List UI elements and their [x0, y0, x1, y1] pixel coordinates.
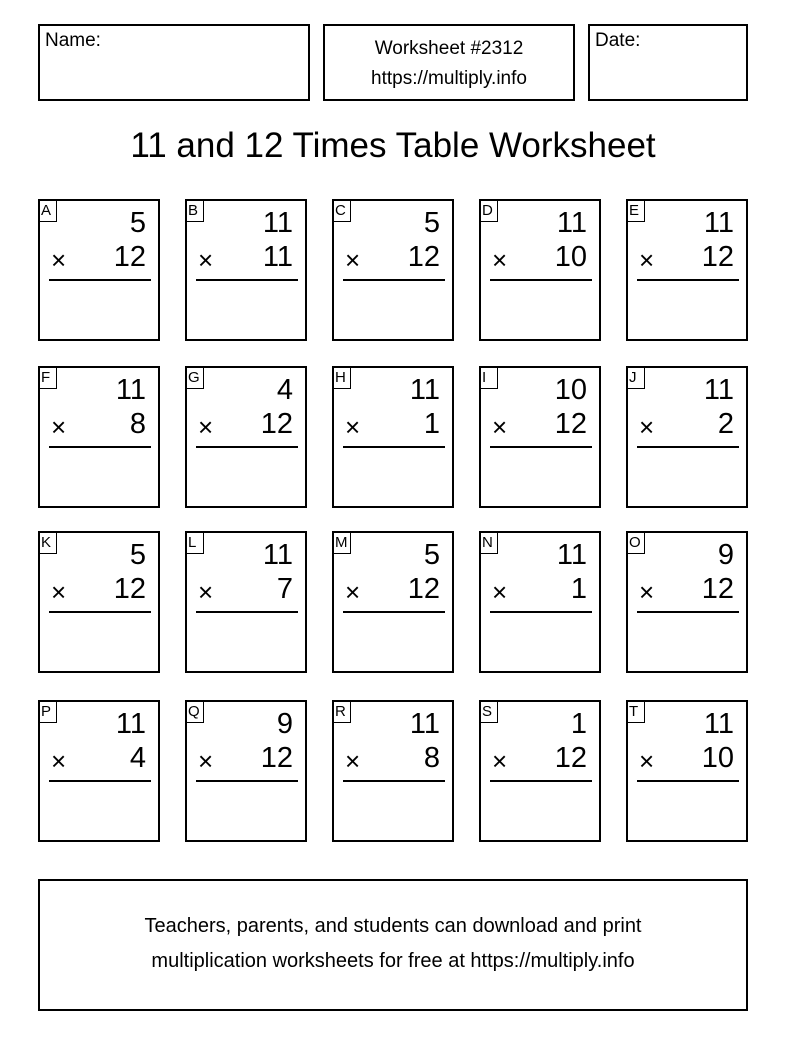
problem-multiplier: 12 [260, 742, 293, 774]
problem-card[interactable] [626, 366, 748, 508]
problem-label: G [185, 366, 204, 389]
problem-card[interactable] [626, 199, 748, 341]
times-sign: × [51, 746, 67, 776]
problem-card[interactable] [38, 531, 160, 673]
problem-card[interactable] [185, 199, 307, 341]
problem-label: O [626, 531, 645, 554]
footer-box [38, 879, 748, 1011]
problem-multiplier: 12 [554, 742, 587, 774]
problem-multiplicand: 11 [262, 539, 293, 571]
problem-multiplier: 1 [570, 573, 587, 605]
times-sign: × [345, 746, 361, 776]
problem-multiplier: 11 [262, 241, 293, 273]
times-sign: × [198, 412, 214, 442]
answer-line [490, 279, 592, 281]
problem-label: N [479, 531, 498, 554]
problem-card[interactable] [332, 700, 454, 842]
problem-label: J [626, 366, 645, 389]
problem-multiplier: 12 [407, 241, 440, 273]
times-sign: × [198, 577, 214, 607]
times-sign: × [492, 245, 508, 275]
times-sign: × [51, 577, 67, 607]
problem-multiplier: 10 [554, 241, 587, 273]
answer-line [49, 780, 151, 782]
problem-label: P [38, 700, 57, 723]
answer-line [637, 279, 739, 281]
answer-line [637, 780, 739, 782]
answer-line [196, 279, 298, 281]
problem-multiplicand: 4 [276, 374, 293, 406]
problem-multiplier: 12 [554, 408, 587, 440]
problem-multiplicand: 5 [423, 207, 440, 239]
problem-multiplicand: 11 [409, 374, 440, 406]
footer-line-1: Teachers, parents, and students can download and print [144, 915, 642, 937]
answer-line [343, 780, 445, 782]
answer-line [343, 611, 445, 613]
problem-card[interactable] [479, 366, 601, 508]
answer-line [637, 611, 739, 613]
problem-multiplier: 12 [701, 241, 734, 273]
problem-label: Q [185, 700, 204, 723]
problem-card[interactable] [38, 700, 160, 842]
problem-card[interactable] [479, 531, 601, 673]
problem-multiplicand: 1 [570, 708, 587, 740]
problem-multiplier: 4 [129, 742, 146, 774]
problem-label: C [332, 199, 351, 222]
answer-line [343, 446, 445, 448]
times-sign: × [198, 245, 214, 275]
answer-line [343, 279, 445, 281]
answer-line [637, 446, 739, 448]
times-sign: × [345, 577, 361, 607]
problem-multiplicand: 9 [276, 708, 293, 740]
answer-line [490, 446, 592, 448]
problem-multiplier: 8 [129, 408, 146, 440]
answer-line [490, 780, 592, 782]
problem-card[interactable] [332, 366, 454, 508]
times-sign: × [492, 746, 508, 776]
answer-line [490, 611, 592, 613]
problem-multiplier: 7 [276, 573, 293, 605]
problem-card[interactable] [626, 700, 748, 842]
worksheet-title: 11 and 12 Times Table Worksheet [130, 126, 656, 165]
problem-multiplier: 8 [423, 742, 440, 774]
date-label: Date: [595, 30, 641, 51]
worksheet-url: https://multiply.info [371, 68, 527, 89]
problem-multiplier: 12 [701, 573, 734, 605]
name-label: Name: [45, 30, 101, 51]
problem-multiplicand: 9 [717, 539, 734, 571]
problem-card[interactable] [479, 199, 601, 341]
problem-label: A [38, 199, 57, 222]
problem-card[interactable] [185, 531, 307, 673]
times-sign: × [639, 245, 655, 275]
times-sign: × [639, 577, 655, 607]
problem-card[interactable] [479, 700, 601, 842]
problem-multiplicand: 11 [703, 207, 734, 239]
answer-line [49, 279, 151, 281]
problem-label: D [479, 199, 498, 222]
problem-multiplier: 12 [260, 408, 293, 440]
problem-multiplicand: 11 [115, 374, 146, 406]
problem-label: I [479, 366, 498, 389]
problem-multiplier: 2 [717, 408, 734, 440]
answer-line [196, 611, 298, 613]
problem-card[interactable] [38, 199, 160, 341]
problem-multiplier: 12 [407, 573, 440, 605]
problem-label: K [38, 531, 57, 554]
problem-label: H [332, 366, 351, 389]
problem-card[interactable] [626, 531, 748, 673]
answer-line [49, 611, 151, 613]
times-sign: × [639, 412, 655, 442]
worksheet-number: Worksheet #2312 [374, 38, 524, 59]
times-sign: × [639, 746, 655, 776]
problem-card[interactable] [38, 366, 160, 508]
answer-line [196, 446, 298, 448]
problem-card[interactable] [185, 366, 307, 508]
problem-label: L [185, 531, 204, 554]
times-sign: × [345, 412, 361, 442]
problem-label: T [626, 700, 645, 723]
problem-label: R [332, 700, 351, 723]
problem-multiplicand: 11 [556, 207, 587, 239]
problem-label: S [479, 700, 498, 723]
problem-multiplicand: 10 [554, 374, 587, 406]
times-sign: × [492, 577, 508, 607]
problem-multiplier: 1 [423, 408, 440, 440]
problem-multiplicand: 5 [129, 539, 146, 571]
problem-multiplicand: 11 [115, 708, 146, 740]
times-sign: × [345, 245, 361, 275]
problem-card[interactable] [332, 531, 454, 673]
problem-multiplicand: 5 [129, 207, 146, 239]
problem-multiplicand: 11 [409, 708, 440, 740]
problem-multiplicand: 11 [556, 539, 587, 571]
problem-multiplier: 12 [113, 241, 146, 273]
problem-multiplicand: 11 [703, 708, 734, 740]
problem-label: M [332, 531, 351, 554]
times-sign: × [492, 412, 508, 442]
problem-multiplicand: 5 [423, 539, 440, 571]
times-sign: × [51, 245, 67, 275]
times-sign: × [198, 746, 214, 776]
problem-card[interactable] [185, 700, 307, 842]
times-sign: × [51, 412, 67, 442]
answer-line [196, 780, 298, 782]
problem-card[interactable] [332, 199, 454, 341]
problem-label: B [185, 199, 204, 222]
footer-line-2: multiplication worksheets for free at https://multiply.info [151, 950, 635, 972]
problem-label: E [626, 199, 645, 222]
problem-multiplier: 10 [701, 742, 734, 774]
problem-label: F [38, 366, 57, 389]
problem-multiplicand: 11 [262, 207, 293, 239]
problem-multiplicand: 11 [703, 374, 734, 406]
answer-line [49, 446, 151, 448]
problem-multiplier: 12 [113, 573, 146, 605]
